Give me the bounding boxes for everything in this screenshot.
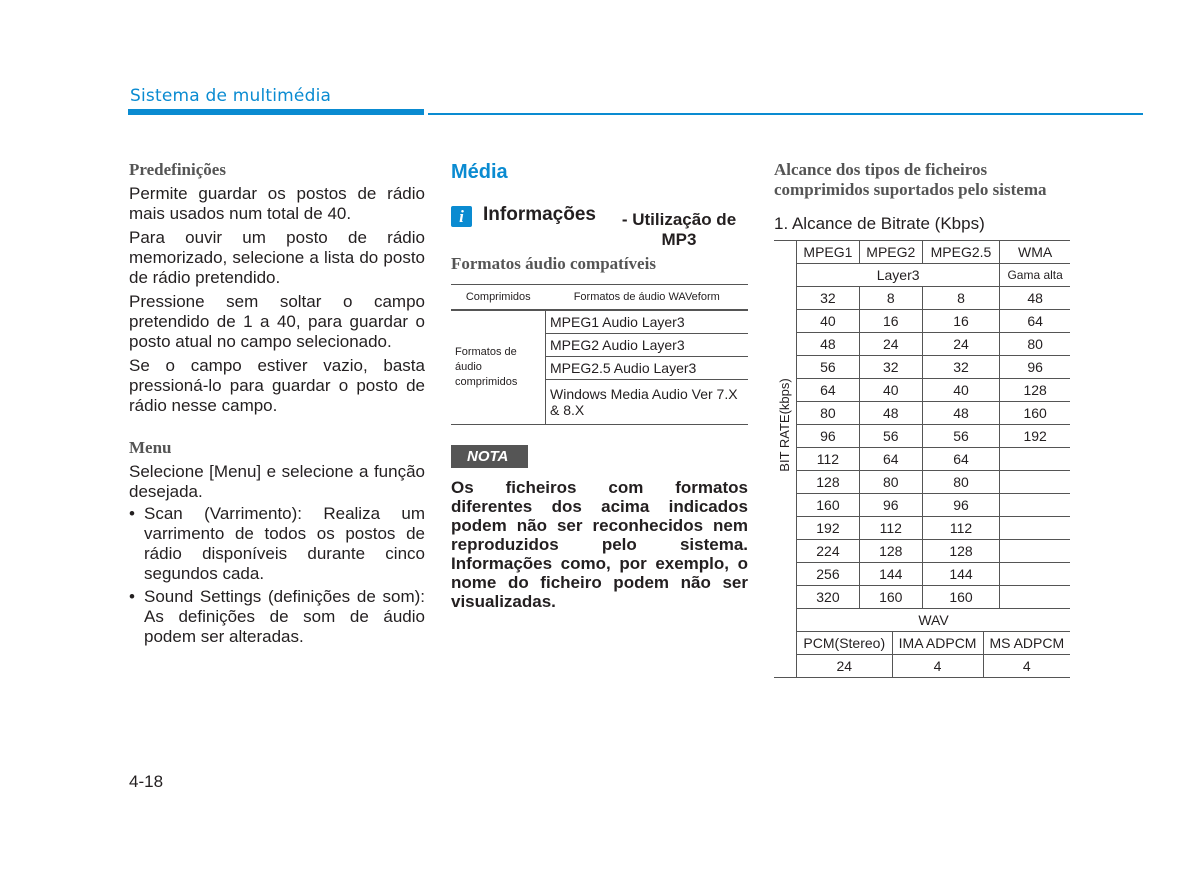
table-row-label: Formatos de áudio comprimidos bbox=[451, 310, 546, 425]
axis-spacer bbox=[774, 632, 797, 655]
predef-paragraph-2: Para ouvir um posto de rádio memorizado, selecione a lista do posto de rádio pretendido. bbox=[129, 228, 425, 287]
bullet-text: Sound Settings (definições de som): As definições de som de áudio podem ser alteradas. bbox=[144, 587, 425, 646]
table-cell: 112 bbox=[797, 448, 860, 471]
table-cell: 128 bbox=[1000, 379, 1070, 402]
table-cell: 16 bbox=[859, 310, 922, 333]
table-cell: 48 bbox=[859, 402, 922, 425]
gama-label: Gama alta bbox=[1000, 264, 1070, 287]
info-subtitle: - Utilização de MP3 bbox=[621, 210, 737, 249]
list-item bbox=[129, 504, 425, 584]
info-label: Informações bbox=[483, 204, 596, 225]
table-cell: 96 bbox=[1000, 356, 1070, 379]
menu-paragraph: Selecione [Menu] e selecione a função desejada. bbox=[129, 462, 425, 501]
table-header: WMA bbox=[1000, 241, 1070, 264]
table-row bbox=[451, 310, 748, 334]
table-cell bbox=[1000, 540, 1070, 563]
table-cell: 128 bbox=[797, 471, 860, 494]
table-cell: 56 bbox=[922, 425, 1000, 448]
axis-spacer bbox=[774, 609, 797, 632]
table-row bbox=[774, 494, 1070, 517]
wav-table bbox=[774, 609, 1070, 678]
table-header-left: Comprimidos bbox=[451, 285, 546, 311]
wav-value: 24 bbox=[797, 655, 893, 678]
table-cell bbox=[1000, 448, 1070, 471]
table-row bbox=[774, 425, 1070, 448]
formats-table bbox=[451, 284, 748, 425]
wav-header: PCM(Stereo) bbox=[797, 632, 893, 655]
wav-value: 4 bbox=[983, 655, 1070, 678]
table-header: MPEG2.5 bbox=[922, 241, 1000, 264]
table-cell: 96 bbox=[859, 494, 922, 517]
predef-paragraph-4: Se o campo estiver vazio, basta pressioná-lo para guardar o posto de rádio nesse campo. bbox=[129, 356, 425, 415]
table-cell: 40 bbox=[797, 310, 860, 333]
table-row bbox=[774, 356, 1070, 379]
table-header-right: Formatos de áudio WAVeform bbox=[546, 285, 749, 311]
table-row bbox=[774, 241, 1070, 264]
info-heading bbox=[451, 204, 748, 252]
table-cell: 160 bbox=[1000, 402, 1070, 425]
table-cell: 40 bbox=[922, 379, 1000, 402]
wav-header: MS ADPCM bbox=[983, 632, 1070, 655]
formats-heading: Formatos áudio compatíveis bbox=[451, 254, 656, 273]
table-cell: 160 bbox=[922, 586, 1000, 609]
table-cell: 192 bbox=[797, 517, 860, 540]
table-cell: 32 bbox=[922, 356, 1000, 379]
table-cell: 64 bbox=[922, 448, 1000, 471]
table-cell: 48 bbox=[1000, 287, 1070, 310]
table-cell: 32 bbox=[859, 356, 922, 379]
wav-header: IMA ADPCM bbox=[892, 632, 983, 655]
column-right bbox=[774, 160, 1070, 678]
table-cell bbox=[1000, 471, 1070, 494]
table-cell: 224 bbox=[797, 540, 860, 563]
table-cell: MPEG2.5 Audio Layer3 bbox=[546, 357, 749, 380]
table-cell: 256 bbox=[797, 563, 860, 586]
table-row bbox=[774, 563, 1070, 586]
table-cell: 24 bbox=[859, 333, 922, 356]
wav-label: WAV bbox=[797, 609, 1071, 632]
table-cell bbox=[1000, 494, 1070, 517]
table-cell: 64 bbox=[1000, 310, 1070, 333]
column-left bbox=[129, 160, 425, 650]
header-rule-thin bbox=[428, 113, 1143, 115]
table-cell: 48 bbox=[797, 333, 860, 356]
table-cell: 160 bbox=[859, 586, 922, 609]
table-cell bbox=[1000, 563, 1070, 586]
table-row bbox=[774, 655, 1070, 678]
predef-heading: Predefinições bbox=[129, 160, 226, 179]
table-cell: 8 bbox=[922, 287, 1000, 310]
header-rule-thick bbox=[128, 109, 424, 115]
table-cell: 96 bbox=[797, 425, 860, 448]
table-row bbox=[774, 586, 1070, 609]
table-cell: 64 bbox=[859, 448, 922, 471]
table-row bbox=[774, 609, 1070, 632]
table-row bbox=[774, 632, 1070, 655]
wav-value: 4 bbox=[892, 655, 983, 678]
axis-cell bbox=[774, 241, 797, 609]
table-cell: MPEG1 Audio Layer3 bbox=[546, 310, 749, 334]
table-cell: 144 bbox=[922, 563, 1000, 586]
table-row bbox=[774, 448, 1070, 471]
table-cell: 8 bbox=[859, 287, 922, 310]
bullet-text: Scan (Varrimento): Realiza um varrimento de todos os postos de rádio disponíveis durante cinco segundos cada. bbox=[144, 504, 425, 583]
table-row bbox=[774, 540, 1070, 563]
table-header: MPEG2 bbox=[859, 241, 922, 264]
section-title: Sistema de multimédia bbox=[130, 86, 332, 106]
table-cell: 64 bbox=[797, 379, 860, 402]
axis-spacer bbox=[774, 655, 797, 678]
table-cell: 96 bbox=[922, 494, 1000, 517]
layer-label: Layer3 bbox=[797, 264, 1000, 287]
table-cell: 80 bbox=[922, 471, 1000, 494]
table-cell: 80 bbox=[1000, 333, 1070, 356]
nota-badge: NOTA bbox=[451, 445, 528, 468]
table-row bbox=[774, 517, 1070, 540]
bitrate-subheading: 1. Alcance de Bitrate (Kbps) bbox=[774, 214, 985, 233]
table-cell: 56 bbox=[859, 425, 922, 448]
bullet-icon: • bbox=[129, 504, 135, 523]
table-row bbox=[774, 310, 1070, 333]
table-header: MPEG1 bbox=[797, 241, 860, 264]
info-icon: i bbox=[451, 206, 472, 227]
table-row bbox=[774, 287, 1070, 310]
table-cell: 24 bbox=[922, 333, 1000, 356]
table-cell: 112 bbox=[922, 517, 1000, 540]
table-row bbox=[774, 264, 1070, 287]
list-item bbox=[129, 587, 425, 647]
table-cell: 16 bbox=[922, 310, 1000, 333]
table-cell: 80 bbox=[797, 402, 860, 425]
table-cell bbox=[1000, 517, 1070, 540]
table-cell: 32 bbox=[797, 287, 860, 310]
table-cell: 192 bbox=[1000, 425, 1070, 448]
table-cell: 160 bbox=[797, 494, 860, 517]
bitrate-table bbox=[774, 240, 1070, 609]
page-number: 4-18 bbox=[129, 772, 164, 791]
table-cell: Windows Media Audio Ver 7.X & 8.X bbox=[546, 380, 749, 425]
column-middle bbox=[451, 160, 748, 611]
table-cell: 80 bbox=[859, 471, 922, 494]
table-cell: 128 bbox=[859, 540, 922, 563]
axis-label: BIT RATE(kbps) bbox=[777, 378, 792, 472]
predef-paragraph-3: Pressione sem soltar o campo pretendido de 1 a 40, para guardar o posto atual no campo selecionado. bbox=[129, 292, 425, 351]
table-cell: 320 bbox=[797, 586, 860, 609]
bitrate-heading: Alcance dos tipos de ficheiros comprimidos suportados pelo sistema bbox=[774, 160, 1047, 199]
table-row bbox=[774, 471, 1070, 494]
table-cell: 56 bbox=[797, 356, 860, 379]
table-row bbox=[774, 333, 1070, 356]
menu-heading: Menu bbox=[129, 438, 172, 457]
table-row bbox=[774, 402, 1070, 425]
table-cell bbox=[1000, 586, 1070, 609]
media-title: Média bbox=[451, 161, 508, 183]
nota-text: Os ficheiros com formatos diferentes dos acima indicados podem não ser reconhecidos nem reproduzidos pelo sistema. Informações como, por exemplo, o nome do ficheiro podem não ser visualizadas. bbox=[451, 478, 748, 611]
predef-paragraph-1: Permite guardar os postos de rádio mais usados num total de 40. bbox=[129, 184, 425, 223]
table-cell: 48 bbox=[922, 402, 1000, 425]
table-cell: MPEG2 Audio Layer3 bbox=[546, 334, 749, 357]
table-cell: 144 bbox=[859, 563, 922, 586]
table-row bbox=[774, 379, 1070, 402]
table-cell: 112 bbox=[859, 517, 922, 540]
table-cell: 128 bbox=[922, 540, 1000, 563]
bullet-icon: • bbox=[129, 587, 135, 606]
table-cell: 40 bbox=[859, 379, 922, 402]
menu-bullet-list bbox=[129, 504, 425, 647]
table-row bbox=[451, 285, 748, 311]
